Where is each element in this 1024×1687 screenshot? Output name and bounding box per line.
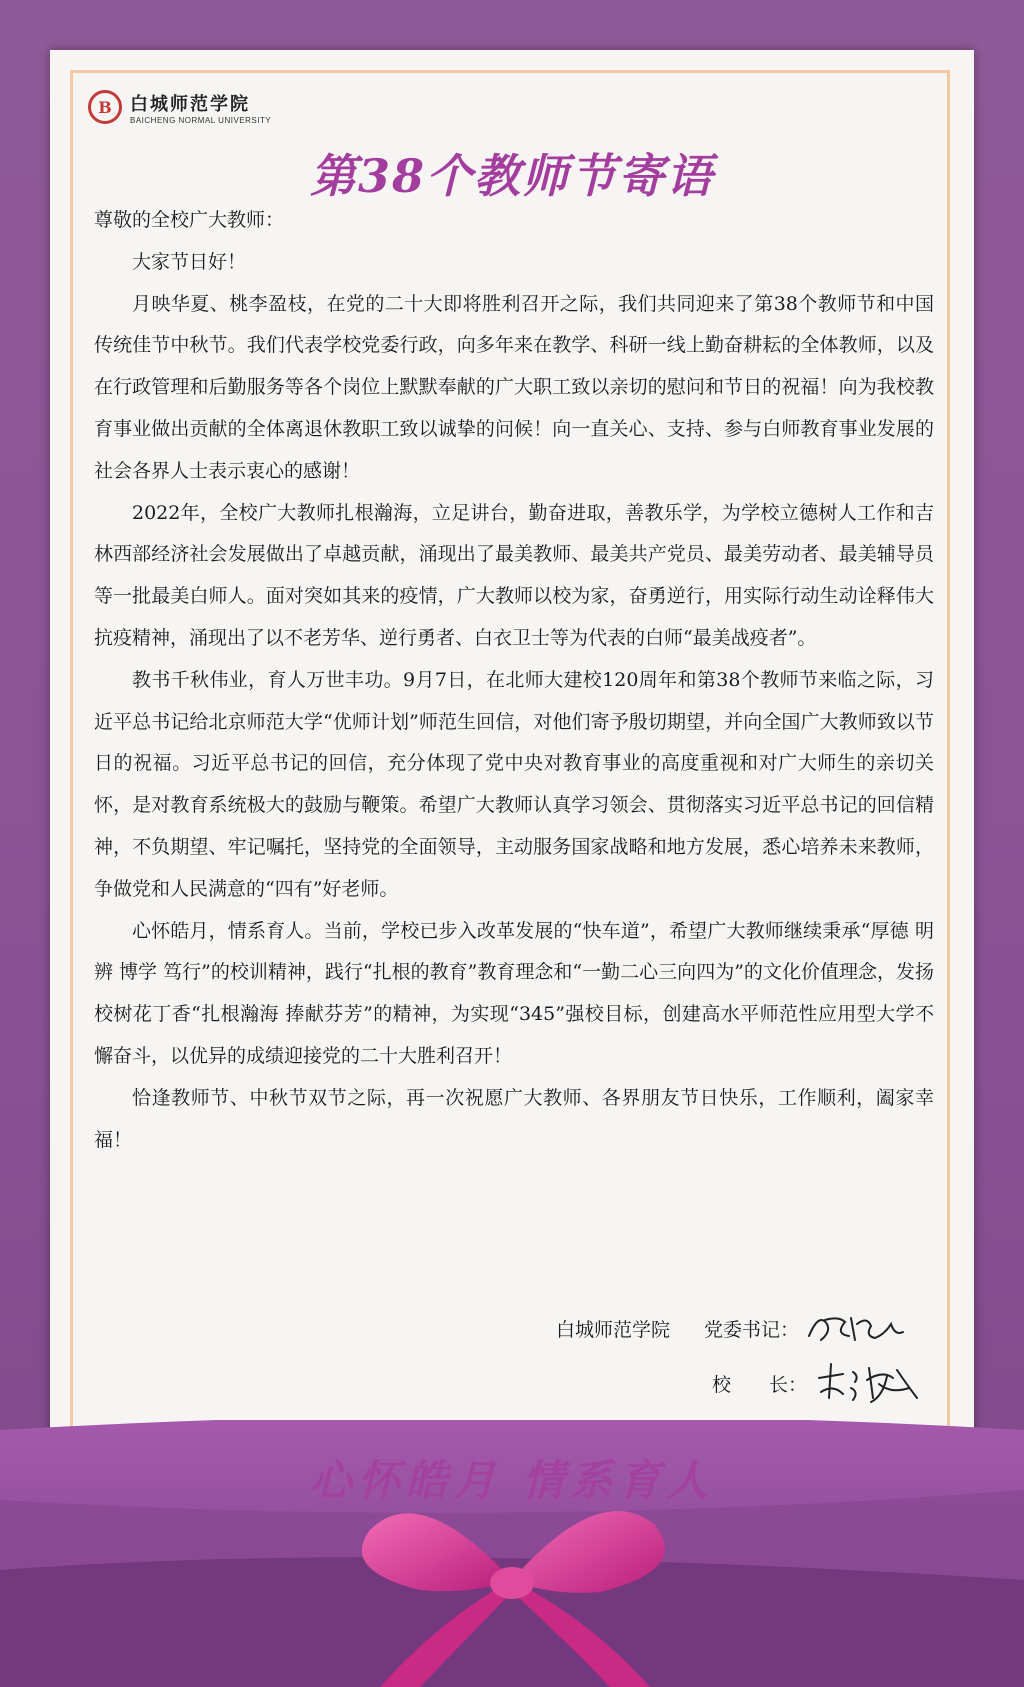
letter-paragraph: 月映华夏、桃李盈枝，在党的二十大即将胜利召开之际，我们共同迎来了第38个教师节和中国传统佳节中秋节。我们代表学校党委行政，向多年来在教学、科研一线上勤奋耕耘的全体教师，以及在行政管理和后勤服务等各个岗位上默默奉献的广大职工致以亲切的慰问和节日的祝福！向为我校教育事业做出贡献的全体离退休教职工致以诚挚的问候！向一直关心、支持、参与白师教育事业发展的社会各界人士表示衷心的感谢！	[94, 292, 934, 482]
letter-body	[94, 200, 934, 1161]
logo-text	[130, 90, 271, 125]
secretary-signature-icon	[805, 1306, 905, 1350]
letter-salutation: 尊敬的全校广大教师：	[94, 209, 285, 231]
logo-english-name: BAICHENG NORMAL UNIVERSITY	[130, 115, 272, 125]
signature-president-row	[712, 1358, 923, 1408]
logo-chinese-name: 白城师范学院	[130, 93, 250, 115]
letter-paragraph: 2022年，全校广大教师扎根瀚海，立足讲台，勤奋进取，善教乐学，为学校立德树人工作和吉林西部经济社会发展做出了卓越贡献，涌现出了最美教师、最美共产党员、最美劳动者、最美辅导员等一批最美白师人。面对突如其来的疫情，广大教师以校为家，奋勇逆行，用实际行动生动诠释伟大抗疫精神，涌现出了以不老芳华、逆行勇者、白衣卫士等为代表的白师“最美战疫者”。	[94, 501, 934, 649]
slogan: 心怀皓月 情系育人	[309, 1456, 715, 1505]
letter-greeting: 大家节日好！	[132, 250, 247, 273]
letter-paragraph: 心怀皓月，情系育人。当前，学校已步入改革发展的“快车道”，希望广大教师继续秉承“厚德 明辨 博学 笃行”的校训精神，践行“扎根的教育”教育理念和“一勤二心三向四为”的文化价值理念，发扬校树花丁香“扎根瀚海 捧献芬芳”的精神，为实现“345”强校目标，创建高水平师范性应用型大学不懈奋斗，以优异的成绩迎接党的二十大胜利召开！	[94, 919, 934, 1067]
university-logo	[88, 88, 271, 126]
signature-secretary-row	[556, 1306, 905, 1350]
letter-paragraph: 教书千秋伟业，育人万世丰功。9月7日，在北师大建校120周年和第38个教师节来临之际，习近平总书记给北京师范大学“优师计划”师范生回信，对他们寄予殷切期望，并向全国广大教师致以节日的祝福。习近平总书记的回信，充分体现了党中央对教育事业的高度重视和对广大师生的亲切关怀，是对教育系统极大的鼓励与鞭策。希望广大教师认真学习领会、贯彻落实习近平总书记的回信精神，不负期望、牢记嘱托，坚持党的全面领导，主动服务国家战略和地方发展，悉心培养未来教师，争做党和人民满意的“四有”好老师。	[94, 668, 934, 900]
letter-paragraph: 恰逢教师节、中秋节双节之际，再一次祝愿广大教师、各界朋友节日快乐，工作顺利，阖家幸福！	[94, 1086, 934, 1151]
secretary-title: 党委书记：	[704, 1318, 800, 1341]
president-signature-icon	[813, 1358, 923, 1408]
president-title: 校 长：	[712, 1373, 808, 1396]
university-seal-icon: B	[88, 90, 122, 124]
page-title: 第38个教师节寄语	[309, 149, 714, 203]
signature-institution: 白城师范学院	[556, 1318, 671, 1341]
